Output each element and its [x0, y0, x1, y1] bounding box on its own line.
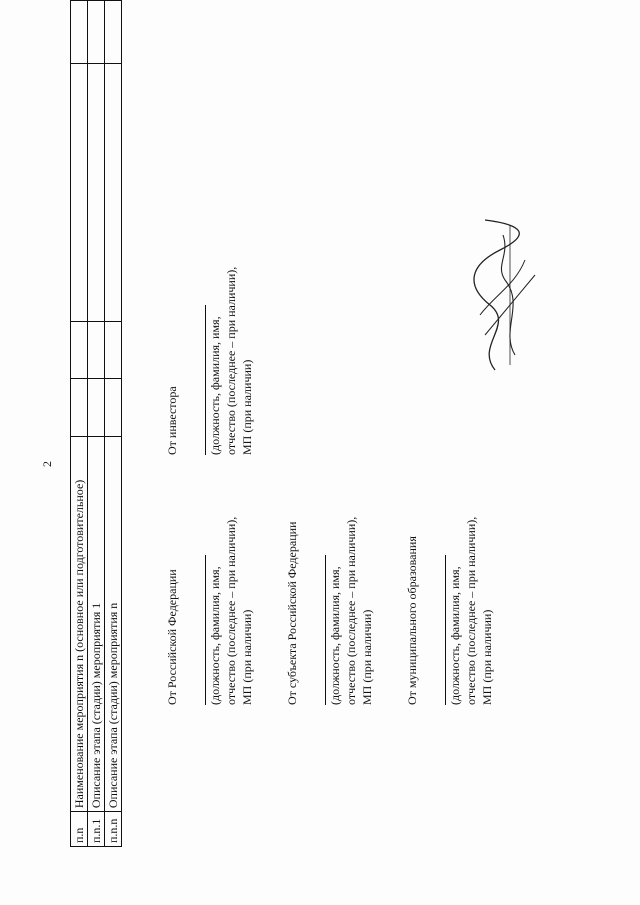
signature-line [325, 555, 326, 705]
signature-note-3: МП (при наличии) [240, 359, 254, 455]
signature-note-1: (должность, фамилия, имя, [448, 566, 462, 705]
signature-heading: От муниципального образования [405, 536, 419, 705]
table-row [105, 1, 122, 847]
signature-heading: От субъекта Российской Федерации [285, 521, 299, 705]
page-number: 2 [40, 461, 54, 467]
empty-cell [71, 64, 88, 322]
table-row [88, 1, 105, 847]
row-text: Описание этапа (стадии) мероприятия n [105, 436, 122, 811]
signature-block-municipal [405, 517, 494, 705]
signature-note-2: отчество (последнее – при наличии), [224, 266, 238, 455]
activities-table [70, 0, 122, 847]
signature-note-2: отчество (последнее – при наличии), [224, 516, 238, 705]
signature-note-1: (должность, фамилия, имя, [208, 566, 222, 705]
empty-cell [105, 1, 122, 64]
signature-note-2: отчество (последнее – при наличии), [344, 516, 358, 705]
signature-line [445, 555, 446, 705]
signature-line [205, 555, 206, 705]
signature-note-1: (должность, фамилия, имя, [328, 566, 342, 705]
signature-block-subject [285, 517, 374, 705]
handwritten-signature [455, 215, 545, 375]
table-row [71, 1, 88, 847]
signature-note-2: отчество (последнее – при наличии), [464, 516, 478, 705]
row-number: п.n.1 [88, 812, 105, 847]
empty-cell [88, 64, 105, 322]
empty-cell [71, 322, 88, 379]
signature-note-3: МП (при наличии) [480, 609, 494, 705]
row-number: п.n.n [105, 812, 122, 847]
empty-cell [88, 1, 105, 64]
signature-note-1: (должность, фамилия, имя, [208, 316, 222, 455]
signature-heading: От Российской Федерации [165, 569, 179, 705]
signature-line [205, 305, 206, 455]
empty-cell [88, 379, 105, 436]
empty-cell [105, 322, 122, 379]
empty-cell [71, 1, 88, 64]
signature-note-3: МП (при наличии) [360, 609, 374, 705]
empty-cell [105, 379, 122, 436]
empty-cell [71, 379, 88, 436]
signature-note-3: МП (при наличии) [240, 609, 254, 705]
row-text: Описание этапа (стадии) мероприятия 1 [88, 436, 105, 811]
row-text: Наименование мероприятия n (основное или подготовительное) [71, 436, 88, 811]
empty-cell [88, 322, 105, 379]
signature-heading: От инвестора [165, 386, 179, 455]
signature-block-investor [165, 267, 254, 455]
row-number: п.n [71, 812, 88, 847]
empty-cell [105, 64, 122, 322]
signature-block-rf [165, 517, 254, 705]
